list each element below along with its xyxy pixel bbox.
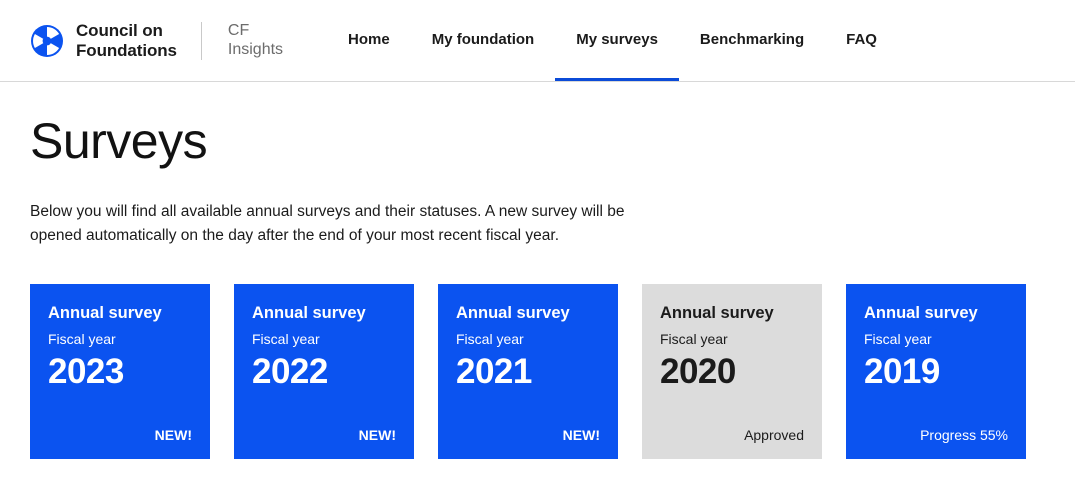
site-header bbox=[0, 0, 1075, 82]
survey-card-2019[interactable] bbox=[846, 284, 1026, 459]
brand-name-line2: Foundations bbox=[76, 40, 177, 60]
brand-name bbox=[76, 21, 177, 59]
survey-card-title: Annual survey bbox=[660, 304, 774, 323]
survey-card-year: 2023 bbox=[48, 351, 124, 391]
survey-card-2022[interactable] bbox=[234, 284, 414, 459]
status-badge: NEW! bbox=[562, 427, 600, 444]
page-title: Surveys bbox=[30, 113, 208, 169]
status-badge: NEW! bbox=[358, 427, 396, 444]
aperture-logo-icon bbox=[30, 24, 64, 58]
brand-name-line1: Council on bbox=[76, 21, 163, 41]
survey-card-year: 2021 bbox=[456, 351, 532, 391]
brand-logo[interactable] bbox=[30, 0, 283, 81]
status-badge: Approved bbox=[744, 427, 804, 444]
brand-product-line2: Insights bbox=[227, 40, 284, 58]
nav-item-faq[interactable]: FAQ bbox=[846, 30, 877, 48]
nav-item-my-foundation[interactable]: My foundation bbox=[431, 30, 535, 48]
survey-card-2023[interactable] bbox=[30, 284, 210, 459]
survey-card-subtitle: Fiscal year bbox=[864, 331, 932, 347]
nav-item-my-surveys[interactable]: My surveys bbox=[555, 0, 679, 81]
main-nav bbox=[327, 0, 898, 81]
nav-item-home[interactable]: Home bbox=[348, 30, 390, 48]
brand-product-line1: CF bbox=[227, 22, 250, 40]
brand-product-name bbox=[228, 22, 283, 59]
survey-card-title: Annual survey bbox=[456, 304, 570, 323]
survey-card-year: 2019 bbox=[864, 351, 940, 391]
survey-card-list bbox=[30, 284, 1045, 459]
survey-card-title: Annual survey bbox=[864, 304, 978, 323]
survey-card-year: 2022 bbox=[252, 351, 328, 391]
survey-card-year: 2020 bbox=[660, 351, 736, 391]
status-badge: NEW! bbox=[154, 427, 192, 444]
survey-card-title: Annual survey bbox=[252, 304, 366, 323]
brand-divider bbox=[201, 22, 202, 60]
nav-item-benchmarking[interactable]: Benchmarking bbox=[699, 30, 805, 48]
main-content bbox=[0, 82, 1075, 459]
intro-text: Below you will find all available annual surveys and their statuses. A new survey will be opened automatically on the day after the end of your most recent fiscal year. bbox=[30, 203, 625, 245]
status-badge: Progress 55% bbox=[920, 427, 1008, 444]
survey-card-subtitle: Fiscal year bbox=[660, 331, 728, 347]
survey-card-2021[interactable] bbox=[438, 284, 618, 459]
survey-card-title: Annual survey bbox=[48, 304, 162, 323]
survey-card-subtitle: Fiscal year bbox=[456, 331, 524, 347]
survey-card-2020[interactable] bbox=[642, 284, 822, 459]
survey-card-subtitle: Fiscal year bbox=[252, 331, 320, 347]
survey-card-subtitle: Fiscal year bbox=[48, 331, 116, 347]
